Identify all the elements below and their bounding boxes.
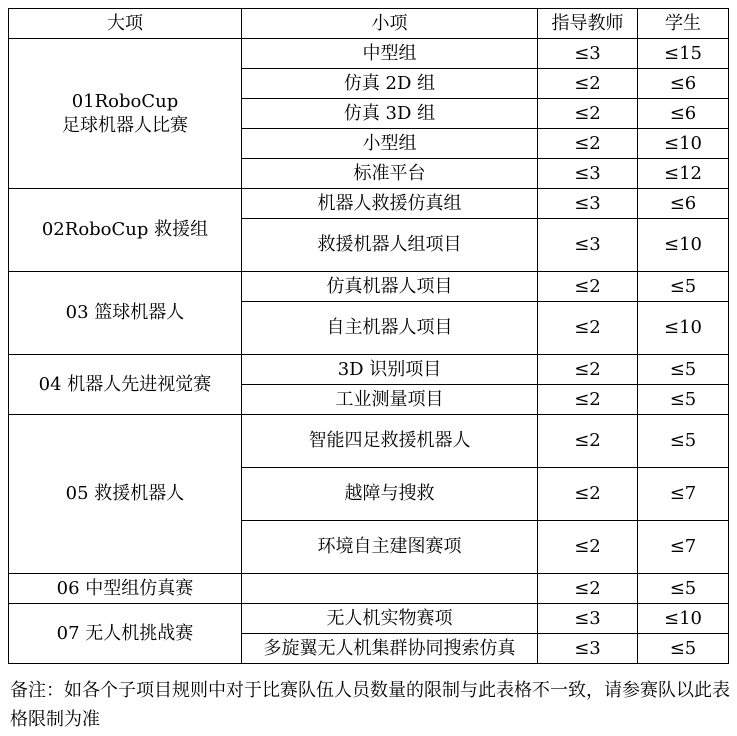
category-cell: 06 中型组仿真赛 xyxy=(9,574,242,604)
footnote: 备注：如各个子项目规则中对于比赛队伍人员数量的限制与此表格不一致，请参赛队以此表格限制为准 xyxy=(10,680,730,730)
student-cell: ≤5 xyxy=(638,634,729,664)
header-item: 小项 xyxy=(242,9,538,39)
student-cell: ≤12 xyxy=(638,159,729,189)
item-cell: 中型组 xyxy=(242,39,538,69)
header-category: 大项 xyxy=(9,9,242,39)
advisor-cell: ≤2 xyxy=(538,468,638,521)
advisor-cell: ≤3 xyxy=(538,634,638,664)
advisor-cell: ≤3 xyxy=(538,39,638,69)
student-cell: ≤6 xyxy=(638,99,729,129)
item-cell: 小型组 xyxy=(242,129,538,159)
student-cell: ≤6 xyxy=(638,189,729,219)
student-cell: ≤7 xyxy=(638,468,729,521)
item-cell: 无人机实物赛项 xyxy=(242,604,538,634)
advisor-cell: ≤3 xyxy=(538,189,638,219)
advisor-cell: ≤2 xyxy=(538,302,638,355)
advisor-cell: ≤2 xyxy=(538,272,638,302)
table-header-row xyxy=(9,9,729,39)
item-cell: 环境自主建图赛项 xyxy=(242,521,538,574)
student-cell: ≤6 xyxy=(638,69,729,99)
category-cell: 07 无人机挑战赛 xyxy=(9,604,242,664)
item-cell: 机器人救援仿真组 xyxy=(242,189,538,219)
advisor-cell: ≤2 xyxy=(538,385,638,415)
category-cell: 03 篮球机器人 xyxy=(9,272,242,355)
category-line: 01RoboCup xyxy=(71,90,179,112)
table-row xyxy=(9,604,729,634)
item-cell: 仿真 3D 组 xyxy=(242,99,538,129)
category-cell: 04 机器人先进视觉赛 xyxy=(9,355,242,415)
item-cell: 工业测量项目 xyxy=(242,385,538,415)
table-row xyxy=(9,189,729,219)
table-row xyxy=(9,39,729,69)
table-row xyxy=(9,574,729,604)
item-cell: 救援机器人组项目 xyxy=(242,219,538,272)
header-student: 学生 xyxy=(638,9,729,39)
student-cell: ≤15 xyxy=(638,39,729,69)
item-cell: 3D 识别项目 xyxy=(242,355,538,385)
item-cell: 仿真 2D 组 xyxy=(242,69,538,99)
advisor-cell: ≤2 xyxy=(538,521,638,574)
document-page xyxy=(8,8,728,734)
student-cell: ≤5 xyxy=(638,574,729,604)
advisor-cell: ≤3 xyxy=(538,604,638,634)
header-advisor: 指导教师 xyxy=(538,9,638,39)
student-cell: ≤10 xyxy=(638,604,729,634)
student-cell: ≤5 xyxy=(638,355,729,385)
item-cell: 自主机器人项目 xyxy=(242,302,538,355)
advisor-cell: ≤2 xyxy=(538,574,638,604)
advisor-cell: ≤2 xyxy=(538,355,638,385)
item-cell: 智能四足救援机器人 xyxy=(242,415,538,468)
advisor-cell: ≤2 xyxy=(538,69,638,99)
item-cell: 越障与搜救 xyxy=(242,468,538,521)
student-cell: ≤5 xyxy=(638,272,729,302)
category-cell: 05 救援机器人 xyxy=(9,415,242,574)
category-cell: 02RoboCup 救援组 xyxy=(9,189,242,272)
student-cell: ≤7 xyxy=(638,521,729,574)
category-cell xyxy=(9,39,242,189)
student-cell: ≤10 xyxy=(638,219,729,272)
advisor-cell: ≤2 xyxy=(538,129,638,159)
item-cell: 仿真机器人项目 xyxy=(242,272,538,302)
item-cell xyxy=(242,574,538,604)
student-cell: ≤10 xyxy=(638,302,729,355)
limits-table xyxy=(8,8,729,664)
table-row xyxy=(9,355,729,385)
student-cell: ≤5 xyxy=(638,415,729,468)
advisor-cell: ≤3 xyxy=(538,159,638,189)
item-cell: 多旋翼无人机集群协同搜索仿真 xyxy=(242,634,538,664)
advisor-cell: ≤3 xyxy=(538,219,638,272)
table-row xyxy=(9,272,729,302)
table-row xyxy=(9,415,729,468)
student-cell: ≤10 xyxy=(638,129,729,159)
item-cell: 标准平台 xyxy=(242,159,538,189)
advisor-cell: ≤2 xyxy=(538,99,638,129)
student-cell: ≤5 xyxy=(638,385,729,415)
advisor-cell: ≤2 xyxy=(538,415,638,468)
category-line: 足球机器人比赛 xyxy=(62,114,188,136)
